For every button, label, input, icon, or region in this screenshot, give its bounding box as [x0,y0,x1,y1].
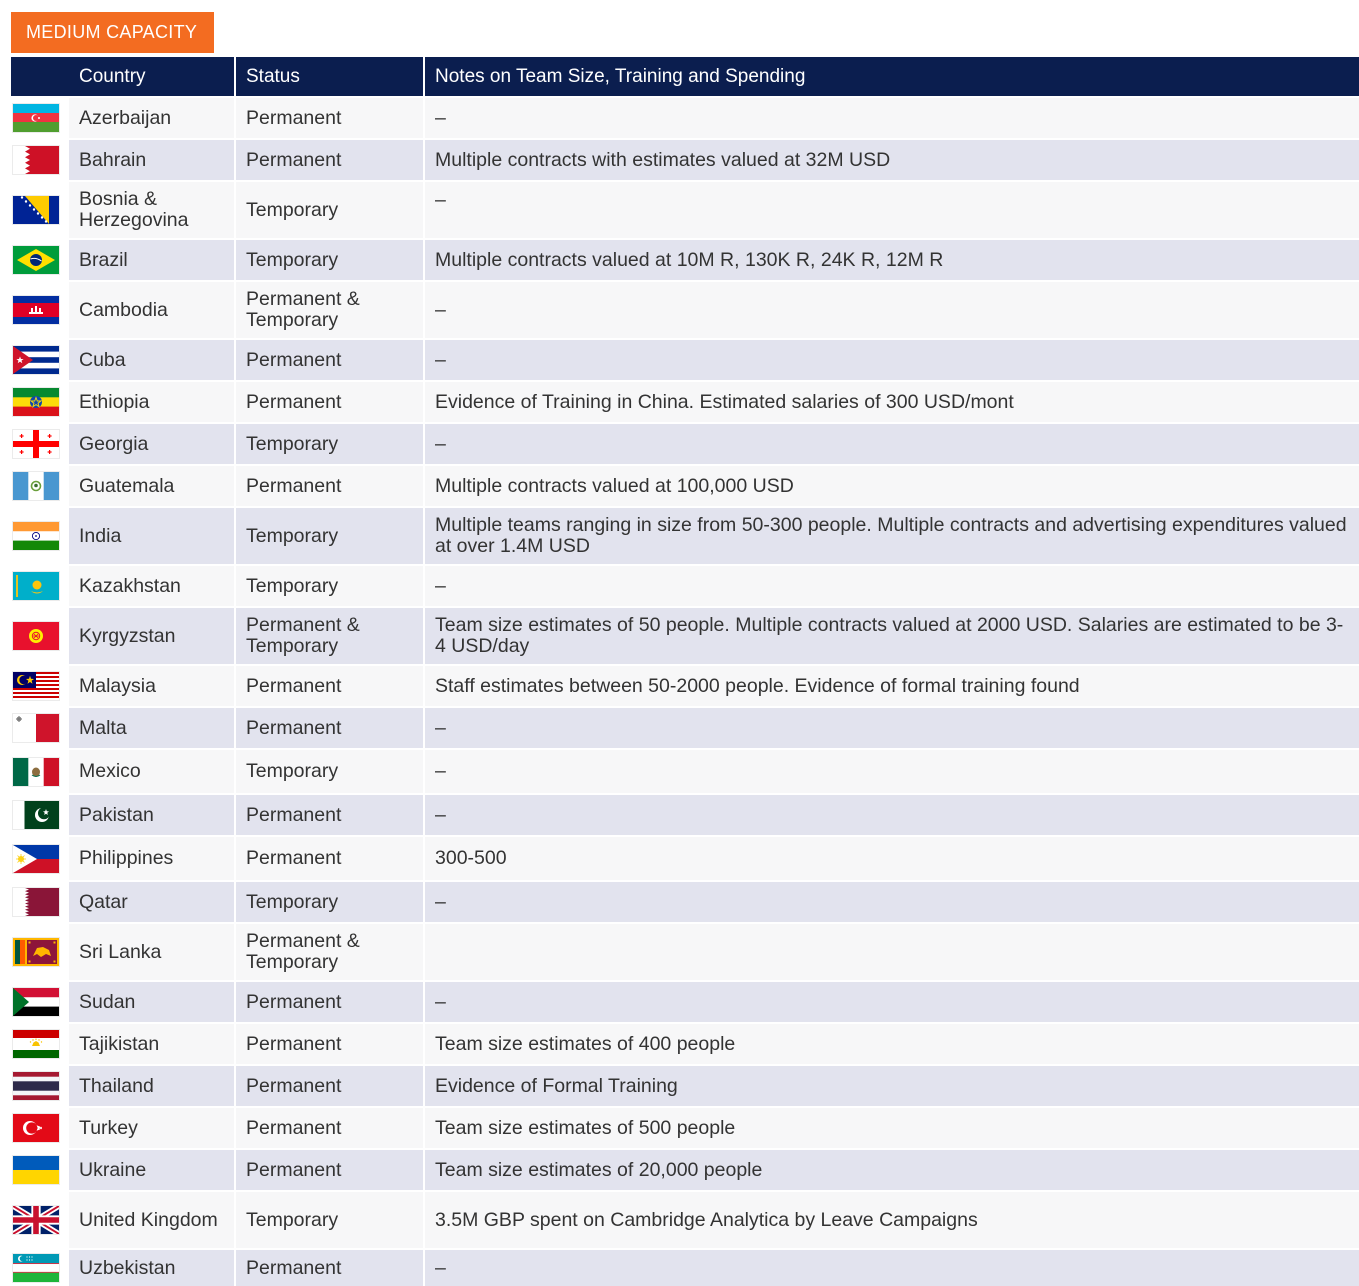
status-cell: Permanent & Temporary [235,281,424,339]
united-kingdom-flag-icon [13,1206,59,1234]
country-cell: Pakistan [69,794,235,836]
tajikistan-flag-icon [13,1030,59,1058]
table-row [11,749,1359,794]
status-cell: Permanent [235,1249,424,1286]
status-cell: Temporary [235,1191,424,1249]
status-cell: Permanent [235,97,424,139]
country-cell: Guatemala [69,465,235,507]
notes-cell: Staff estimates between 50-2000 people. Evidence of formal training found [424,665,1359,707]
flag-cell [11,1065,69,1107]
country-cell: Philippines [69,836,235,881]
status-cell: Temporary [235,507,424,565]
status-cell: Permanent [235,381,424,423]
flag-cell [11,836,69,881]
status-cell: Permanent [235,836,424,881]
status-cell: Permanent & Temporary [235,923,424,981]
status-cell: Permanent [235,339,424,381]
flag-cell [11,281,69,339]
malta-flag-icon [13,714,59,742]
qatar-flag-icon [13,888,59,916]
notes-cell: – [424,981,1359,1023]
status-cell: Permanent [235,1107,424,1149]
table-header-row [11,57,1359,97]
country-cell: Qatar [69,881,235,923]
status-cell: Permanent [235,794,424,836]
thailand-flag-icon [13,1072,59,1100]
sudan-flag-icon [13,988,59,1016]
flag-cell [11,1249,69,1286]
country-cell: Turkey [69,1107,235,1149]
table-row [11,836,1359,881]
brazil-flag-icon [13,246,59,274]
guatemala-flag-icon [13,472,59,500]
flag-cell [11,1107,69,1149]
table-row [11,181,1359,239]
notes-cell: Evidence of Formal Training [424,1065,1359,1107]
flag-cell [11,1149,69,1191]
table-row [11,565,1359,607]
flag-cell [11,665,69,707]
table-row [11,1065,1359,1107]
notes-cell: – [424,1249,1359,1286]
table-row [11,1107,1359,1149]
country-cell: Sri Lanka [69,923,235,981]
country-cell: Cuba [69,339,235,381]
notes-cell: – [424,794,1359,836]
notes-cell: Multiple contracts valued at 10M R, 130K R, 24K R, 12M R [424,239,1359,281]
status-cell: Permanent [235,707,424,749]
country-cell: Bosnia & Herzegovina [69,181,235,239]
notes-cell: 3.5M GBP spent on Cambridge Analytica by Leave Campaigns [424,1191,1359,1249]
table-row [11,794,1359,836]
flag-cell [11,423,69,465]
flag-cell [11,381,69,423]
table-row [11,139,1359,181]
cambodia-flag-icon [13,296,59,324]
kyrgyzstan-flag-icon [13,622,59,650]
header-status: Status [235,57,424,97]
status-cell: Permanent [235,665,424,707]
country-cell: Thailand [69,1065,235,1107]
status-cell: Permanent [235,1023,424,1065]
flag-cell [11,507,69,565]
flag-cell [11,749,69,794]
flag-cell [11,707,69,749]
country-cell: Bahrain [69,139,235,181]
notes-cell: Multiple teams ranging in size from 50-300 people. Multiple contracts and advertising expenditures valued at over 1.4M USD [424,507,1359,565]
country-cell: India [69,507,235,565]
table-row [11,707,1359,749]
table-row [11,881,1359,923]
flag-cell [11,339,69,381]
flag-cell [11,794,69,836]
bahrain-flag-icon [13,146,59,174]
notes-cell: – [424,97,1359,139]
notes-cell: – [424,181,1359,239]
turkey-flag-icon [13,1114,59,1142]
notes-cell: Team size estimates of 500 people [424,1107,1359,1149]
table-row [11,1023,1359,1065]
status-cell: Permanent [235,1065,424,1107]
notes-cell [424,923,1359,981]
table-row [11,923,1359,981]
country-cell: Ukraine [69,1149,235,1191]
country-cell: Cambodia [69,281,235,339]
table-row [11,339,1359,381]
status-cell: Permanent [235,1149,424,1191]
flag-cell [11,139,69,181]
status-cell: Temporary [235,239,424,281]
status-cell: Permanent [235,139,424,181]
table-row [11,665,1359,707]
ethiopia-flag-icon [13,388,59,416]
country-cell: Uzbekistan [69,1249,235,1286]
country-cell: Kazakhstan [69,565,235,607]
cuba-flag-icon [13,346,59,374]
country-cell: Kyrgyzstan [69,607,235,665]
philippines-flag-icon [13,845,59,873]
notes-cell: Multiple contracts valued at 100,000 USD [424,465,1359,507]
status-cell: Permanent & Temporary [235,607,424,665]
georgia-flag-icon [13,430,59,458]
status-cell: Temporary [235,423,424,465]
flag-cell [11,1023,69,1065]
notes-cell: Multiple contracts with estimates valued at 32M USD [424,139,1359,181]
table-row [11,607,1359,665]
india-flag-icon [13,522,59,550]
status-cell: Permanent [235,981,424,1023]
flag-cell [11,97,69,139]
table-row [11,97,1359,139]
flag-cell [11,465,69,507]
flag-cell [11,565,69,607]
country-cell: United Kingdom [69,1191,235,1249]
notes-cell: Evidence of Training in China. Estimated salaries of 300 USD/mont [424,381,1359,423]
status-cell: Temporary [235,565,424,607]
status-cell: Permanent [235,465,424,507]
mexico-flag-icon [13,758,59,786]
flag-cell [11,881,69,923]
status-cell: Temporary [235,181,424,239]
notes-cell: – [424,565,1359,607]
flag-cell [11,981,69,1023]
table-body [11,97,1359,1286]
country-cell: Malta [69,707,235,749]
notes-cell: 300-500 [424,836,1359,881]
ukraine-flag-icon [13,1156,59,1184]
table-row [11,381,1359,423]
table-row [11,239,1359,281]
flag-cell [11,181,69,239]
table-row [11,1149,1359,1191]
table-row [11,465,1359,507]
notes-cell: Team size estimates of 50 people. Multiple contracts valued at 2000 USD. Salaries are estimated to be 3-4 USD/day [424,607,1359,665]
country-cell: Tajikistan [69,1023,235,1065]
malaysia-flag-icon [13,672,59,700]
status-cell: Temporary [235,881,424,923]
bosnia-herzegovina-flag-icon [13,196,59,224]
table-row [11,507,1359,565]
sri-lanka-flag-icon [13,938,59,966]
kazakhstan-flag-icon [13,572,59,600]
flag-cell [11,923,69,981]
country-cell: Malaysia [69,665,235,707]
table-row [11,1249,1359,1286]
header-flag-cell [11,57,69,97]
country-cell: Ethiopia [69,381,235,423]
table-row [11,1191,1359,1249]
notes-cell: – [424,339,1359,381]
notes-cell: – [424,707,1359,749]
notes-cell: Team size estimates of 400 people [424,1023,1359,1065]
azerbaijan-flag-icon [13,104,59,132]
uzbekistan-flag-icon [13,1254,59,1282]
header-country: Country [69,57,235,97]
flag-cell [11,607,69,665]
table-row [11,423,1359,465]
country-cell: Georgia [69,423,235,465]
flag-cell [11,239,69,281]
country-cell: Mexico [69,749,235,794]
status-cell: Temporary [235,749,424,794]
notes-cell: – [424,423,1359,465]
notes-cell: – [424,749,1359,794]
notes-cell: Team size estimates of 20,000 people [424,1149,1359,1191]
capacity-tag: MEDIUM CAPACITY [11,12,214,53]
notes-cell: – [424,881,1359,923]
table-row [11,281,1359,339]
flag-cell [11,1191,69,1249]
country-cell: Azerbaijan [69,97,235,139]
capacity-table [11,57,1359,1286]
notes-cell: – [424,281,1359,339]
pakistan-flag-icon [13,801,59,829]
country-cell: Sudan [69,981,235,1023]
country-cell: Brazil [69,239,235,281]
header-notes: Notes on Team Size, Training and Spending [424,57,1359,97]
table-row [11,981,1359,1023]
